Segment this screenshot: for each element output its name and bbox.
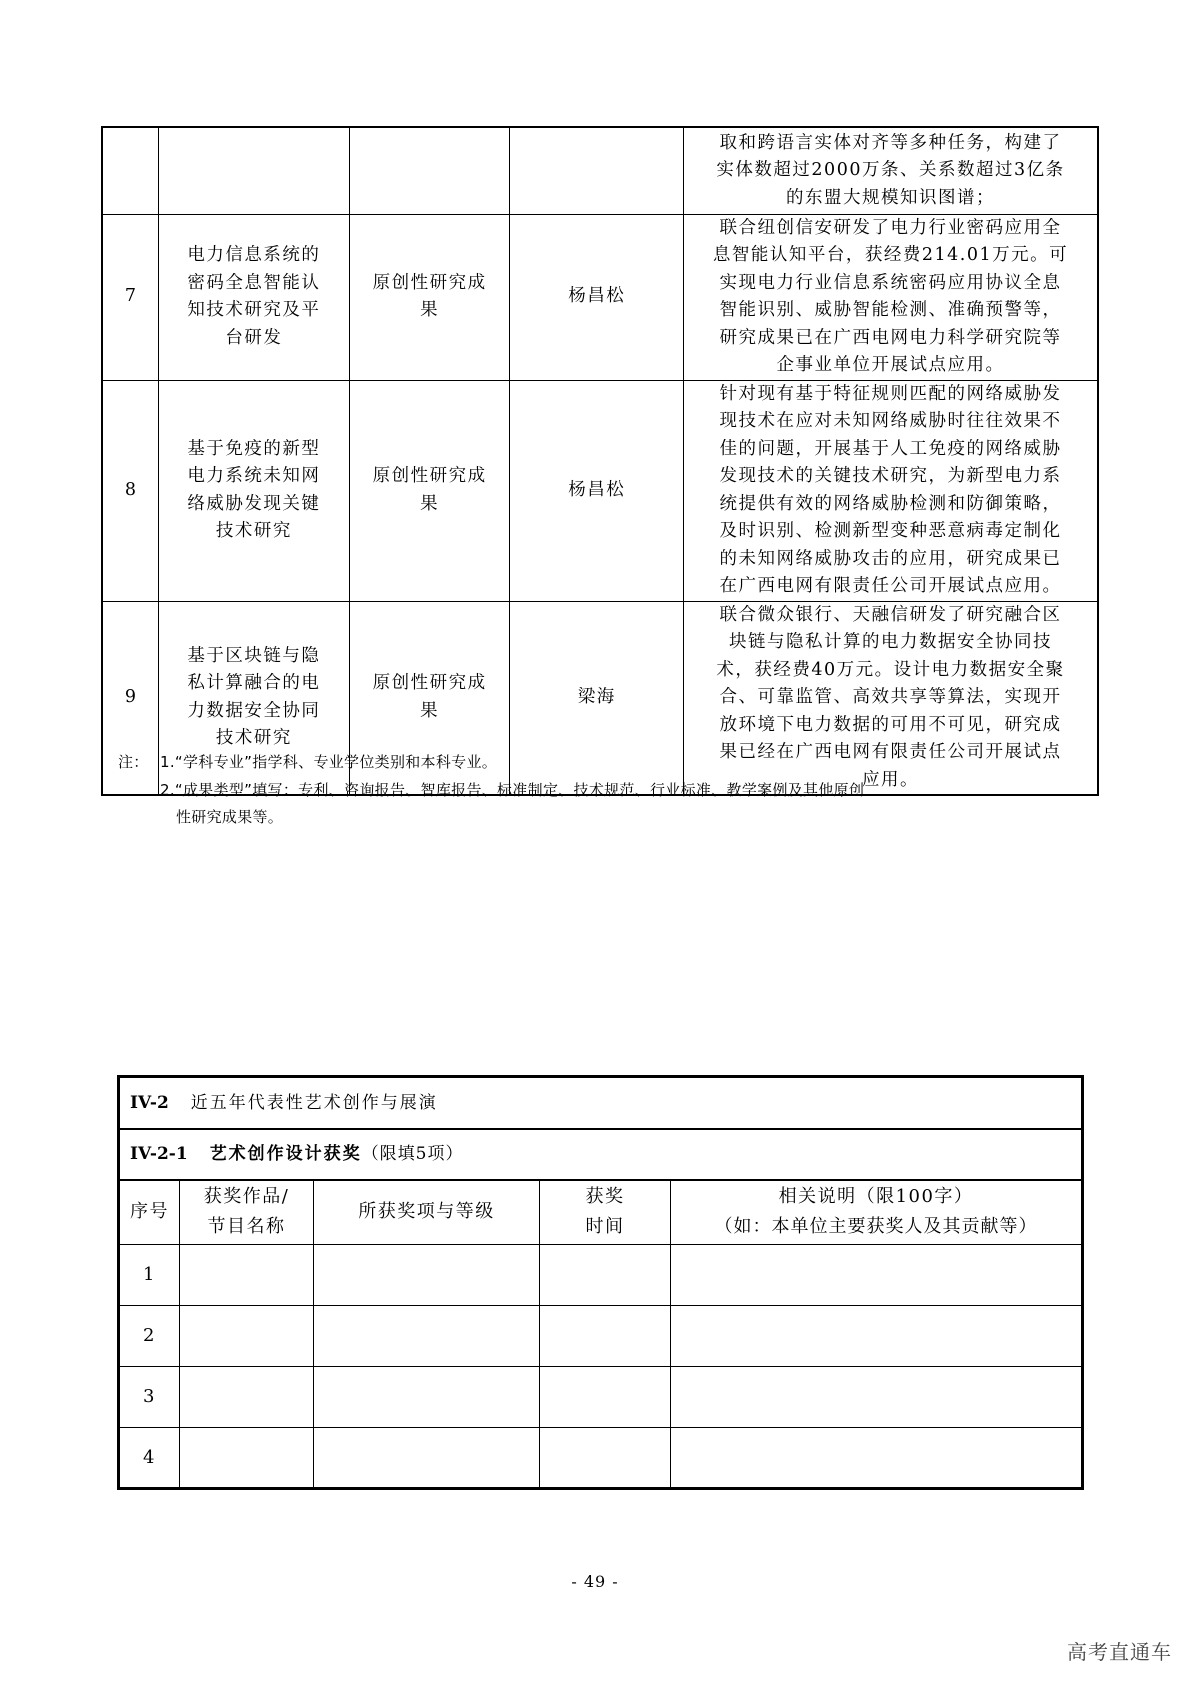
result-title-line: 台研发 bbox=[225, 327, 283, 348]
result-description-line: 术，获经费40万元。设计电力数据安全聚 bbox=[716, 659, 1065, 680]
award-level-cell[interactable] bbox=[314, 1306, 540, 1367]
result-number: 9 bbox=[102, 601, 158, 795]
result-type-line: 原创性研究成 bbox=[372, 673, 487, 694]
award-time-cell[interactable] bbox=[540, 1245, 671, 1306]
result-title-line: 基于免疫的新型 bbox=[187, 438, 321, 459]
result-type-line: 果 bbox=[420, 300, 440, 320]
header-desc-line-1: 相关说明（限100字） bbox=[778, 1186, 974, 1208]
result-description-line: 取和跨语言实体对齐等多种任务，构建了 bbox=[719, 132, 1062, 153]
section-title: 近五年代表性艺术创作与展演 bbox=[190, 1092, 438, 1113]
result-title bbox=[158, 380, 349, 601]
result-description-line: 果已经在广西电网有限责任公司开展试点 bbox=[719, 742, 1062, 762]
header-work-line-1: 获奖作品/ bbox=[203, 1186, 290, 1208]
result-type-line: 原创性研究成 bbox=[372, 272, 487, 293]
subsection-code: IV-2-1 bbox=[130, 1144, 188, 1164]
result-title bbox=[158, 214, 349, 380]
award-work-cell[interactable] bbox=[180, 1428, 314, 1489]
header-seq: 序号 bbox=[119, 1180, 180, 1245]
result-description-line: 统提供有效的网络威胁检测和防御策略， bbox=[719, 493, 1062, 514]
result-type-line: 果 bbox=[420, 700, 440, 721]
result-type bbox=[349, 214, 510, 380]
header-time-line-1: 获奖 bbox=[585, 1186, 625, 1208]
award-level-cell[interactable] bbox=[314, 1367, 540, 1428]
subsection-title: 艺术创作设计获奖 bbox=[209, 1144, 362, 1164]
award-desc-cell[interactable] bbox=[671, 1367, 1083, 1428]
result-title-line: 技术研究 bbox=[215, 521, 292, 541]
award-desc-cell[interactable] bbox=[671, 1245, 1083, 1306]
result-title-line: 电力信息系统的 bbox=[187, 245, 321, 265]
award-desc-cell[interactable] bbox=[671, 1428, 1083, 1489]
section-header bbox=[119, 1077, 1083, 1129]
header-work bbox=[180, 1180, 314, 1245]
award-row-number: 2 bbox=[119, 1306, 180, 1367]
result-row bbox=[102, 214, 1098, 380]
result-description-line: 针对现有基于特征规则匹配的网络威胁发 bbox=[719, 383, 1062, 404]
result-number bbox=[102, 127, 158, 214]
award-level-cell[interactable] bbox=[314, 1428, 540, 1489]
award-row-number: 4 bbox=[119, 1428, 180, 1489]
result-description bbox=[684, 214, 1098, 380]
results-table bbox=[101, 126, 1099, 796]
result-description-line: 块链与隐私计算的电力数据安全协同技 bbox=[729, 632, 1052, 652]
result-description-line: 的东盟大规模知识图谱； bbox=[786, 187, 995, 208]
result-title-line: 密码全息智能认 bbox=[187, 272, 321, 293]
result-description bbox=[684, 127, 1098, 214]
result-number: 7 bbox=[102, 214, 158, 380]
note-1: 1.“学科专业”指学科、专业学位类别和本科专业。 bbox=[160, 753, 498, 771]
award-desc-cell[interactable] bbox=[671, 1306, 1083, 1367]
result-type-line: 果 bbox=[420, 493, 440, 514]
header-time-line-2: 时间 bbox=[585, 1216, 625, 1238]
result-person bbox=[510, 127, 684, 214]
header-desc bbox=[671, 1180, 1083, 1245]
header-award: 所获奖项与等级 bbox=[314, 1180, 540, 1245]
section-header-row bbox=[119, 1077, 1083, 1129]
result-description-line: 应用。 bbox=[862, 769, 919, 790]
result-title-line: 基于区块链与隐 bbox=[187, 645, 321, 666]
result-type bbox=[349, 380, 510, 601]
column-header-row bbox=[119, 1180, 1083, 1245]
watermark: 高考直通车 bbox=[1067, 1640, 1172, 1664]
result-description-line: 实现电力行业信息系统密码应用协议全息 bbox=[719, 272, 1062, 293]
note-2-line-2: 性研究成果等。 bbox=[176, 808, 284, 826]
result-description-line: 佳的问题，开展基于人工免疫的网络威胁 bbox=[719, 438, 1062, 459]
result-title-line: 络威胁发现关键 bbox=[187, 493, 321, 514]
award-row-number: 1 bbox=[119, 1245, 180, 1306]
subsection-header-row bbox=[119, 1129, 1083, 1180]
result-description-line: 联合微众银行、天融信研发了研究融合区 bbox=[719, 604, 1062, 625]
result-description-line: 发现技术的关键技术研究，为新型电力系 bbox=[719, 466, 1062, 486]
award-work-cell[interactable] bbox=[180, 1367, 314, 1428]
result-title-line: 知技术研究及平 bbox=[187, 300, 321, 320]
award-time-cell[interactable] bbox=[540, 1306, 671, 1367]
result-row bbox=[102, 127, 1098, 214]
award-row-number: 3 bbox=[119, 1367, 180, 1428]
subsection-note: （限填5项） bbox=[361, 1144, 464, 1164]
result-type-line: 原创性研究成 bbox=[372, 466, 487, 486]
award-row bbox=[119, 1306, 1083, 1367]
award-work-cell[interactable] bbox=[180, 1306, 314, 1367]
result-row bbox=[102, 380, 1098, 601]
result-description-line: 及时识别、检测新型变种恶意病毒定制化 bbox=[719, 521, 1062, 541]
result-description-line: 放环境下电力数据的可用不可见，研究成 bbox=[719, 714, 1062, 735]
result-title bbox=[158, 127, 349, 214]
result-type bbox=[349, 127, 510, 214]
result-title-line: 力数据安全协同 bbox=[187, 700, 321, 721]
result-description-line: 企事业单位开展试点应用。 bbox=[776, 355, 1005, 375]
result-person: 杨昌松 bbox=[510, 380, 684, 601]
award-row bbox=[119, 1428, 1083, 1489]
award-work-cell[interactable] bbox=[180, 1245, 314, 1306]
note-label: 注： bbox=[118, 753, 149, 771]
result-description bbox=[684, 380, 1098, 601]
award-row bbox=[119, 1245, 1083, 1306]
result-description bbox=[684, 601, 1098, 795]
result-description-line: 合、可靠监管、高效共享等算法，实现开 bbox=[719, 687, 1062, 707]
result-title-line: 电力系统未知网 bbox=[187, 466, 321, 486]
result-person: 杨昌松 bbox=[510, 214, 684, 380]
page-number: - 49 - bbox=[571, 1572, 619, 1591]
result-description-line: 在广西电网有限责任公司开展试点应用。 bbox=[719, 576, 1062, 596]
result-description-line: 的未知网络威胁攻击的应用，研究成果已 bbox=[719, 548, 1062, 569]
award-row bbox=[119, 1367, 1083, 1428]
result-description-line: 研究成果已在广西电网电力科学研究院等 bbox=[719, 327, 1062, 348]
result-number: 8 bbox=[102, 380, 158, 601]
award-table bbox=[117, 1075, 1084, 1490]
award-time-cell[interactable] bbox=[540, 1367, 671, 1428]
award-level-cell[interactable] bbox=[314, 1245, 540, 1306]
award-time-cell[interactable] bbox=[540, 1428, 671, 1489]
result-description-line: 联合纽创信安研发了电力行业密码应用全 bbox=[719, 217, 1062, 238]
result-title-line: 技术研究 bbox=[215, 728, 292, 749]
result-person: 梁海 bbox=[510, 601, 684, 795]
header-work-line-2: 节目名称 bbox=[207, 1216, 286, 1238]
section-code: IV-2 bbox=[130, 1092, 169, 1113]
subsection-header bbox=[119, 1129, 1083, 1180]
result-title-line: 私计算融合的电 bbox=[187, 673, 321, 694]
result-description-line: 实体数超过2000万条、关系数超过3亿条 bbox=[716, 160, 1065, 180]
header-time bbox=[540, 1180, 671, 1245]
note-2-line-1: 2.“成果类型”填写：专利、咨询报告、智库报告、标准制定、技术规范、行业标准、教学案例及其他原创 bbox=[160, 781, 865, 799]
header-desc-line-2: （如：本单位主要获奖人及其贡献等） bbox=[714, 1216, 1038, 1238]
result-description-line: 息智能认知平台，获经费214.01万元。可 bbox=[712, 245, 1069, 265]
result-description-line: 智能识别、威胁智能检测、准确预警等， bbox=[719, 300, 1062, 320]
result-description-line: 现技术在应对未知网络威胁时往往效果不 bbox=[719, 411, 1062, 431]
